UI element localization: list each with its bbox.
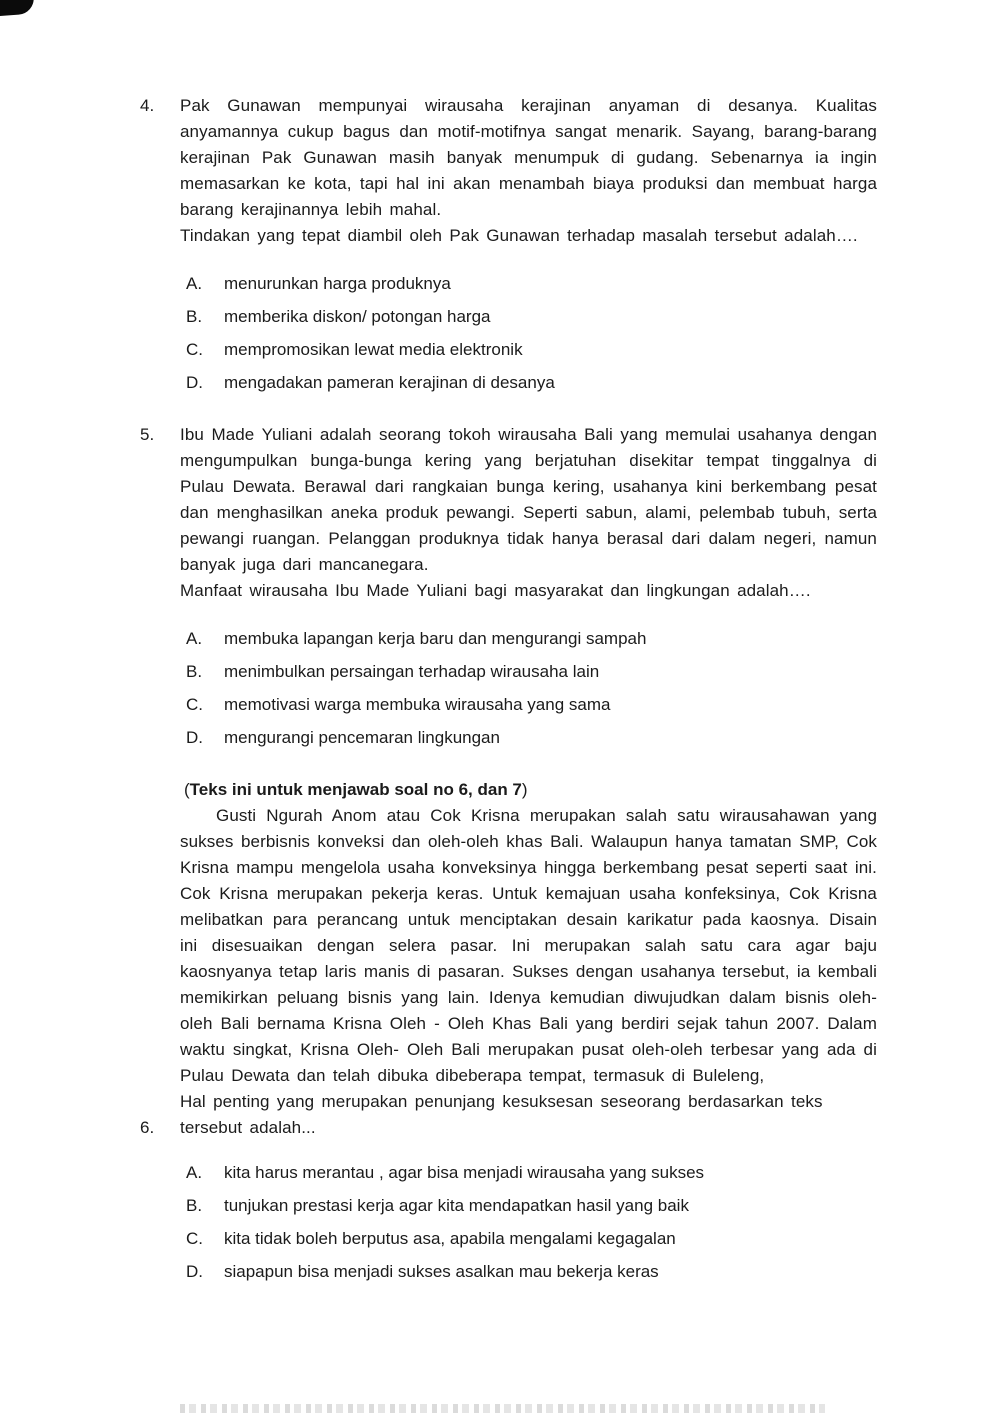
question-6-options: [180, 1160, 877, 1285]
option-text: mengadakan pameran kerajinan di desanya: [224, 373, 555, 392]
option-letter: B.: [186, 662, 203, 681]
option-row: [180, 659, 877, 685]
option-letter: B.: [186, 307, 203, 326]
scan-artifact-mark: [0, 0, 35, 16]
option-letter: A.: [186, 274, 203, 293]
option-row: [180, 626, 877, 652]
option-letter: D.: [186, 728, 203, 747]
question-6-stem-line1: Hal penting yang merupakan penunjang kesuksesan seseorang berdasarkan teks: [180, 1092, 823, 1111]
question-5: [140, 422, 877, 751]
option-text: kita harus merantau , agar bisa menjadi wirausaha yang sukses: [224, 1163, 705, 1182]
question-5-paragraph: Ibu Made Yuliani adalah seorang tokoh wirausaha Bali yang memulai usahanya dengan mengumpulkan bunga-bunga kering yang berjatuhan disekitar tempat tinggalnya di Pulau Dewata. Berawal dari rangkaian bunga kering, usahanya kini berkembang pesat dan menghasilkan aneka produk pewangi. Seperti sabun, alami, pelembab tubuh, serta pewangi ruangan. Pelanggan produknya tidak hanya berasal dari dalam negeri, namun banyak juga dari mancanegara.: [180, 425, 877, 574]
passage-header-close: ): [521, 780, 528, 799]
cropped-text-artifact: [180, 1404, 825, 1413]
passage-header-title: Teks ini untuk menjawab soal no 6, dan 7: [189, 780, 522, 799]
question-5-stem: Manfaat wirausaha Ibu Made Yuliani bagi masyarakat dan lingkungan adalah….: [180, 581, 811, 600]
question-5-options: [180, 626, 877, 751]
question-6-body: [180, 1115, 877, 1285]
question-4-number: 4.: [140, 96, 155, 115]
question-4-options: [180, 271, 877, 396]
option-text: tunjukan prestasi kerja agar kita mendapatkan hasil yang baik: [224, 1196, 689, 1215]
option-row: [180, 304, 877, 330]
question-4: [140, 93, 877, 396]
question-6-number: 6.: [140, 1118, 155, 1137]
option-row: [180, 725, 877, 751]
option-row: [180, 1226, 877, 1252]
passage-text: Gusti Ngurah Anom atau Cok Krisna merupakan salah satu wirausahawan yang sukses berbisnis konveksi dan oleh-oleh khas Bali. Walaupun hanya tamatan SMP, Cok Krisna mampu mengelola usaha konveksinya hingga berkembang pesat seperti saat ini. Cok Krisna merupakan pekerja keras. Untuk kemajuan usaha konfeksinya, Cok Krisna melibatkan para perancang untuk menciptakan desain karikatur pada kaosnya. Disain ini disesuaikan dengan selera pasar. Ini merupakan salah satu cara agar baju kaosnyanya tetap laris manis di pasaran. Sukses dengan usahanya tersebut, ia kembali memikirkan peluang bisnis yang lain. Idenya kemudian diwujudkan dalam bisnis oleh-oleh Bali bernama Krisna Oleh - Oleh Khas Bali yang berdiri sejak tahun 2007. Dalam waktu singkat, Krisna Oleh- Oleh Bali merupakan pusat oleh-oleh terbesar yang ada di Pulau Dewata dan telah dibuka dibeberapa tempat, termasuk di Buleleng,: [180, 806, 877, 1085]
question-6-stem-line2: tersebut adalah...: [180, 1118, 316, 1137]
question-5-number: 5.: [140, 425, 155, 444]
passage-header-open: (: [184, 780, 190, 799]
option-row: [180, 370, 877, 396]
option-text: memotivasi warga membuka wirausaha yang sama: [224, 695, 611, 714]
option-text: memberika diskon/ potongan harga: [224, 307, 491, 326]
question-4-stem: Tindakan yang tepat diambil oleh Pak Gunawan terhadap masalah tersebut adalah….: [180, 226, 858, 245]
option-row: [180, 1160, 877, 1186]
option-row: [180, 1193, 877, 1219]
option-text: siapapun bisa menjadi sukses asalkan mau bekerja keras: [224, 1262, 659, 1281]
option-row: [180, 337, 877, 363]
option-letter: B.: [186, 1196, 203, 1215]
option-text: mempromosikan lewat media elektronik: [224, 340, 523, 359]
option-letter: D.: [186, 1262, 203, 1281]
option-letter: D.: [186, 373, 203, 392]
option-row: [180, 1259, 877, 1285]
question-6: [140, 1115, 877, 1285]
option-row: [180, 271, 877, 297]
option-text: menimbulkan persaingan terhadap wirausaha lain: [224, 662, 600, 681]
passage-body-wrap: [180, 777, 877, 1115]
option-letter: C.: [186, 340, 203, 359]
option-letter: C.: [186, 695, 203, 714]
option-text: mengurangi pencemaran lingkungan: [224, 728, 500, 747]
question-5-body: [180, 422, 877, 751]
option-letter: A.: [186, 1163, 203, 1182]
question-4-paragraph: Pak Gunawan mempunyai wirausaha kerajinan anyaman di desanya. Kualitas anyamannya cukup bagus dan motif-motifnya sangat menarik. Sayang, barang-barang kerajinan Pak Gunawan masih banyak menumpuk di gudang. Sebenarnya ia ingin memasarkan ke kota, tapi hal ini akan menambah biaya produksi dan membuat harga barang kerajinannya lebih mahal.: [180, 96, 877, 219]
option-letter: A.: [186, 629, 203, 648]
option-text: menurunkan harga produknya: [224, 274, 451, 293]
passage-header: [180, 777, 877, 803]
page-content: [140, 93, 877, 1285]
passage-section: [140, 777, 877, 1115]
option-text: kita tidak boleh berputus asa, apabila mengalami kegagalan: [224, 1229, 676, 1248]
option-text: membuka lapangan kerja baru dan mengurangi sampah: [224, 629, 647, 648]
option-row: [180, 692, 877, 718]
option-letter: C.: [186, 1229, 203, 1248]
question-4-body: [180, 93, 877, 396]
